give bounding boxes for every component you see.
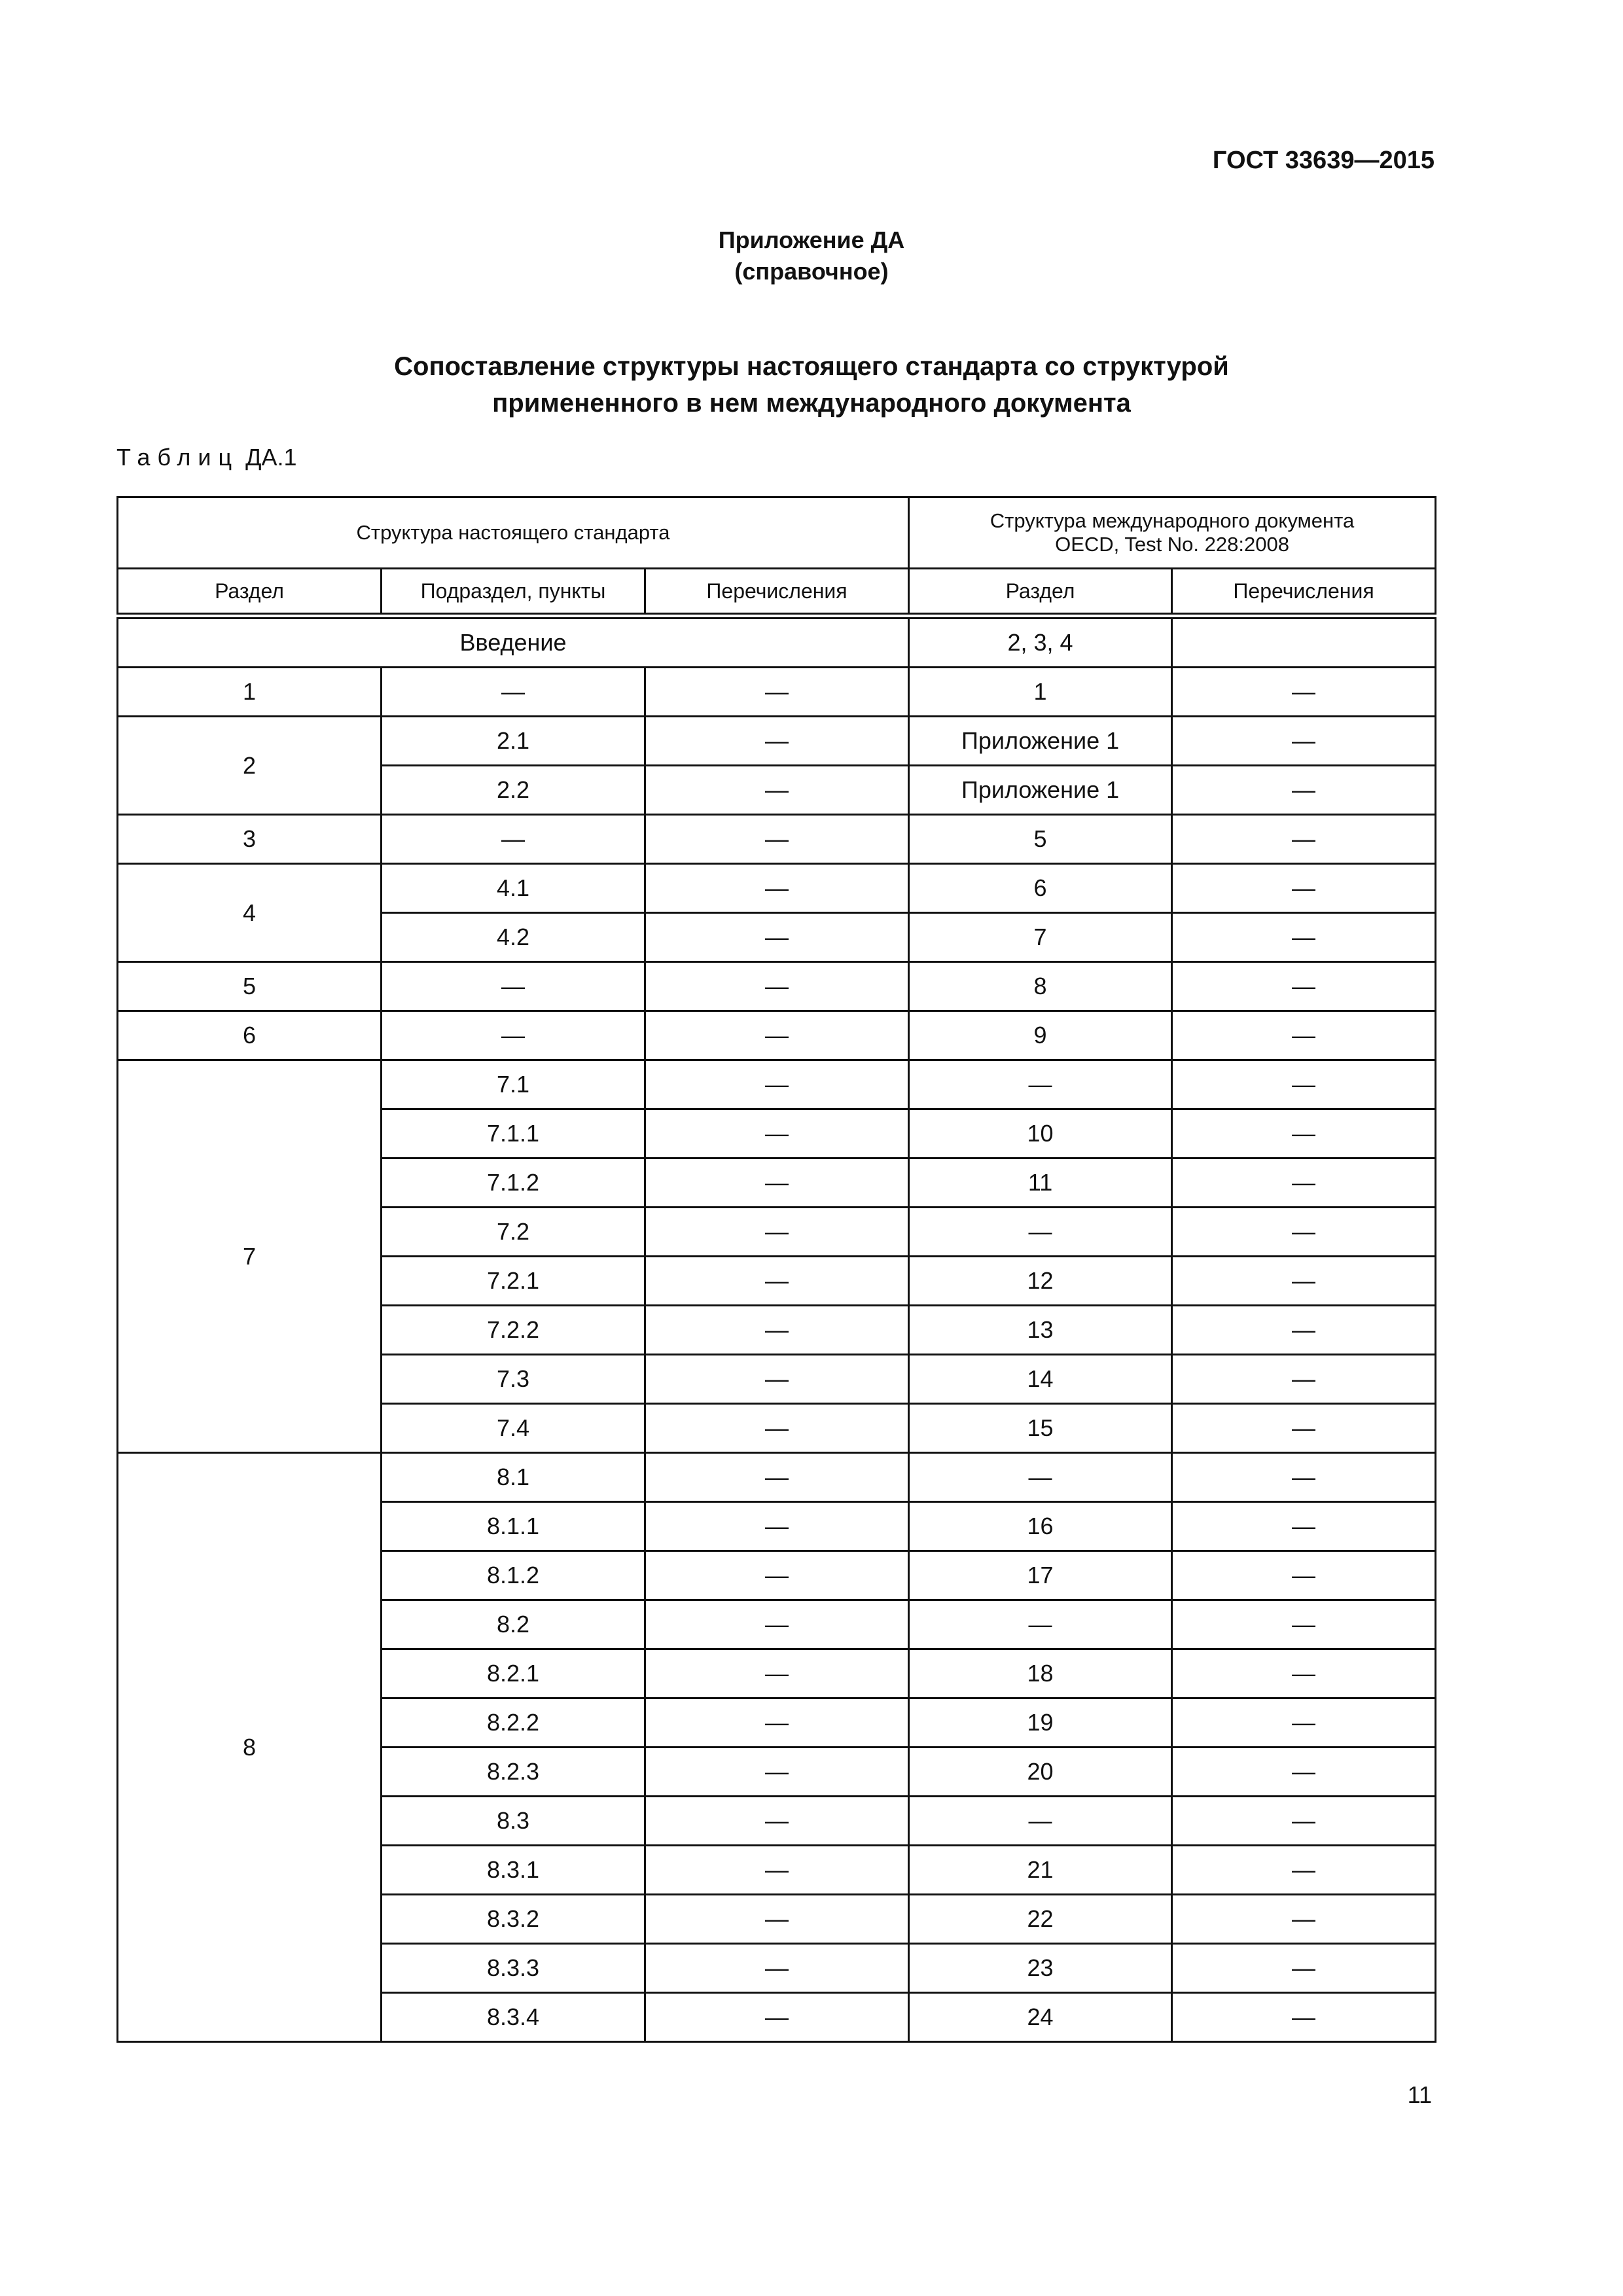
intro-cell: Введение — [118, 616, 909, 668]
enumeration-cell: — — [645, 1257, 909, 1306]
intl-section-cell: 9 — [909, 1011, 1172, 1060]
intro-intl-section: 2, 3, 4 — [909, 616, 1172, 668]
subsection-cell: 8.2 — [382, 1600, 645, 1649]
intl-section-cell: — — [909, 1208, 1172, 1257]
subsection-cell: 8.1.2 — [382, 1551, 645, 1600]
intl-enumeration-cell: — — [1172, 1404, 1436, 1453]
intl-enumeration-cell: — — [1172, 1453, 1436, 1502]
intl-section-cell: 19 — [909, 1698, 1172, 1748]
subsection-cell: 7.4 — [382, 1404, 645, 1453]
enumeration-cell: — — [645, 1109, 909, 1158]
intl-section-cell: Приложение 1 — [909, 766, 1172, 815]
intl-enumeration-cell: — — [1172, 668, 1436, 717]
subsection-cell: 8.3.2 — [382, 1895, 645, 1944]
intl-section-cell: 13 — [909, 1306, 1172, 1355]
intl-enumeration-cell: — — [1172, 1944, 1436, 1993]
intl-enumeration-cell: — — [1172, 913, 1436, 962]
subsection-cell: 7.1.1 — [382, 1109, 645, 1158]
intl-enumeration-cell: — — [1172, 864, 1436, 913]
intl-section-cell: 15 — [909, 1404, 1172, 1453]
enumeration-cell: — — [645, 962, 909, 1011]
enumeration-cell: — — [645, 1502, 909, 1551]
intro-intl-enum — [1172, 616, 1436, 668]
table-row-intro — [118, 616, 1436, 668]
enumeration-cell: — — [645, 1158, 909, 1208]
subsection-cell: 8.3.4 — [382, 1993, 645, 2042]
enumeration-cell: — — [645, 1993, 909, 2042]
enumeration-cell: — — [645, 1404, 909, 1453]
table-row — [118, 815, 1436, 864]
table-label — [116, 444, 297, 471]
subsection-cell: 8.1 — [382, 1453, 645, 1502]
table-row — [118, 668, 1436, 717]
section-cell: 2 — [118, 717, 382, 815]
table-row — [118, 1453, 1436, 1502]
column-header: Перечисления — [1172, 569, 1436, 617]
section-cell: 1 — [118, 668, 382, 717]
subsection-cell: 8.1.1 — [382, 1502, 645, 1551]
intl-enumeration-cell: — — [1172, 1551, 1436, 1600]
table-row — [118, 864, 1436, 913]
intl-section-cell: 7 — [909, 913, 1172, 962]
section-cell: 8 — [118, 1453, 382, 2042]
table-row — [118, 1060, 1436, 1109]
intl-enumeration-cell: — — [1172, 1698, 1436, 1748]
intl-section-cell: 11 — [909, 1158, 1172, 1208]
intl-enumeration-cell: — — [1172, 766, 1436, 815]
subsection-cell: 8.2.3 — [382, 1748, 645, 1797]
enumeration-cell: — — [645, 1748, 909, 1797]
intl-section-cell: 20 — [909, 1748, 1172, 1797]
group-header-international-line1: Структура международного документа — [990, 509, 1355, 532]
subsection-cell: 7.1 — [382, 1060, 645, 1109]
intl-section-cell: 18 — [909, 1649, 1172, 1698]
intl-enumeration-cell: — — [1172, 962, 1436, 1011]
subsection-cell: 7.3 — [382, 1355, 645, 1404]
subsection-cell: 4.1 — [382, 864, 645, 913]
intl-section-cell: 6 — [909, 864, 1172, 913]
intl-section-cell: — — [909, 1453, 1172, 1502]
enumeration-cell: — — [645, 1011, 909, 1060]
intl-section-cell: — — [909, 1060, 1172, 1109]
intl-section-cell: 24 — [909, 1993, 1172, 2042]
enumeration-cell: — — [645, 913, 909, 962]
subsection-cell: 8.2.1 — [382, 1649, 645, 1698]
enumeration-cell: — — [645, 1649, 909, 1698]
intl-section-cell: 16 — [909, 1502, 1172, 1551]
column-header: Раздел — [118, 569, 382, 617]
intl-enumeration-cell: — — [1172, 1797, 1436, 1846]
document-title-line1: Сопоставление структуры настоящего стандарта со структурой — [394, 352, 1229, 381]
enumeration-cell: — — [645, 864, 909, 913]
subsection-cell: 7.2 — [382, 1208, 645, 1257]
subsection-cell: 8.2.2 — [382, 1698, 645, 1748]
table-label-prefix: Таблиц — [116, 444, 240, 471]
column-header: Перечисления — [645, 569, 909, 617]
group-header-international — [909, 497, 1436, 569]
subsection-cell: 7.2.2 — [382, 1306, 645, 1355]
intl-section-cell: 22 — [909, 1895, 1172, 1944]
enumeration-cell: — — [645, 766, 909, 815]
subsection-cell: — — [382, 668, 645, 717]
intl-enumeration-cell: — — [1172, 1600, 1436, 1649]
subsection-cell: — — [382, 962, 645, 1011]
intl-enumeration-cell: — — [1172, 1109, 1436, 1158]
column-header: Раздел — [909, 569, 1172, 617]
enumeration-cell: — — [645, 668, 909, 717]
intl-enumeration-cell: — — [1172, 1993, 1436, 2042]
appendix-title: Приложение ДА — [718, 226, 905, 253]
column-header: Подраздел, пункты — [382, 569, 645, 617]
enumeration-cell: — — [645, 1895, 909, 1944]
subsection-cell: 2.2 — [382, 766, 645, 815]
intl-section-cell: 8 — [909, 962, 1172, 1011]
appendix-kind: (справочное) — [734, 258, 889, 285]
intl-enumeration-cell: — — [1172, 717, 1436, 766]
table-label-id: ДА.1 — [245, 444, 297, 471]
intl-enumeration-cell: — — [1172, 1257, 1436, 1306]
intl-section-cell: 5 — [909, 815, 1172, 864]
group-header-standard: Структура настоящего стандарта — [118, 497, 909, 569]
intl-enumeration-cell: — — [1172, 1060, 1436, 1109]
section-cell: 6 — [118, 1011, 382, 1060]
enumeration-cell: — — [645, 717, 909, 766]
table-row — [118, 962, 1436, 1011]
enumeration-cell: — — [645, 1208, 909, 1257]
document-code: ГОСТ 33639—2015 — [1212, 147, 1435, 174]
intl-enumeration-cell: — — [1172, 815, 1436, 864]
section-cell: 3 — [118, 815, 382, 864]
subsection-cell: — — [382, 1011, 645, 1060]
document-title-line2: примененного в нем международного документа — [492, 389, 1131, 418]
subsection-cell: 7.2.1 — [382, 1257, 645, 1306]
enumeration-cell: — — [645, 1306, 909, 1355]
intl-enumeration-cell: — — [1172, 1158, 1436, 1208]
section-cell: 4 — [118, 864, 382, 962]
subsection-cell: 8.3.3 — [382, 1944, 645, 1993]
subsection-cell: 7.1.2 — [382, 1158, 645, 1208]
table-row — [118, 1011, 1436, 1060]
intl-section-cell: 17 — [909, 1551, 1172, 1600]
enumeration-cell: — — [645, 1453, 909, 1502]
section-cell: 7 — [118, 1060, 382, 1453]
enumeration-cell: — — [645, 1698, 909, 1748]
intl-section-cell: — — [909, 1600, 1172, 1649]
enumeration-cell: — — [645, 1060, 909, 1109]
subsection-cell: 8.3 — [382, 1797, 645, 1846]
subsection-cell: 2.1 — [382, 717, 645, 766]
intl-enumeration-cell: — — [1172, 1502, 1436, 1551]
intl-enumeration-cell: — — [1172, 1208, 1436, 1257]
subsection-cell: 8.3.1 — [382, 1846, 645, 1895]
intl-section-cell: — — [909, 1797, 1172, 1846]
intl-section-cell: Приложение 1 — [909, 717, 1172, 766]
enumeration-cell: — — [645, 1797, 909, 1846]
section-cell: 5 — [118, 962, 382, 1011]
intl-enumeration-cell: — — [1172, 1895, 1436, 1944]
enumeration-cell: — — [645, 1944, 909, 1993]
intl-enumeration-cell: — — [1172, 1011, 1436, 1060]
group-header-international-line2: OECD, Test No. 228:2008 — [1055, 533, 1289, 556]
intl-enumeration-cell: — — [1172, 1355, 1436, 1404]
intl-section-cell: 1 — [909, 668, 1172, 717]
intl-section-cell: 23 — [909, 1944, 1172, 1993]
intl-section-cell: 12 — [909, 1257, 1172, 1306]
intl-enumeration-cell: — — [1172, 1306, 1436, 1355]
table-row — [118, 717, 1436, 766]
page-number: 11 — [1407, 2081, 1432, 2108]
intl-section-cell: 10 — [909, 1109, 1172, 1158]
enumeration-cell: — — [645, 1355, 909, 1404]
intl-enumeration-cell: — — [1172, 1649, 1436, 1698]
enumeration-cell: — — [645, 1551, 909, 1600]
intl-section-cell: 14 — [909, 1355, 1172, 1404]
intl-section-cell: 21 — [909, 1846, 1172, 1895]
intl-enumeration-cell: — — [1172, 1846, 1436, 1895]
enumeration-cell: — — [645, 1846, 909, 1895]
subsection-cell: 4.2 — [382, 913, 645, 962]
comparison-table — [116, 496, 1436, 2043]
enumeration-cell: — — [645, 1600, 909, 1649]
enumeration-cell: — — [645, 815, 909, 864]
intl-enumeration-cell: — — [1172, 1748, 1436, 1797]
subsection-cell: — — [382, 815, 645, 864]
